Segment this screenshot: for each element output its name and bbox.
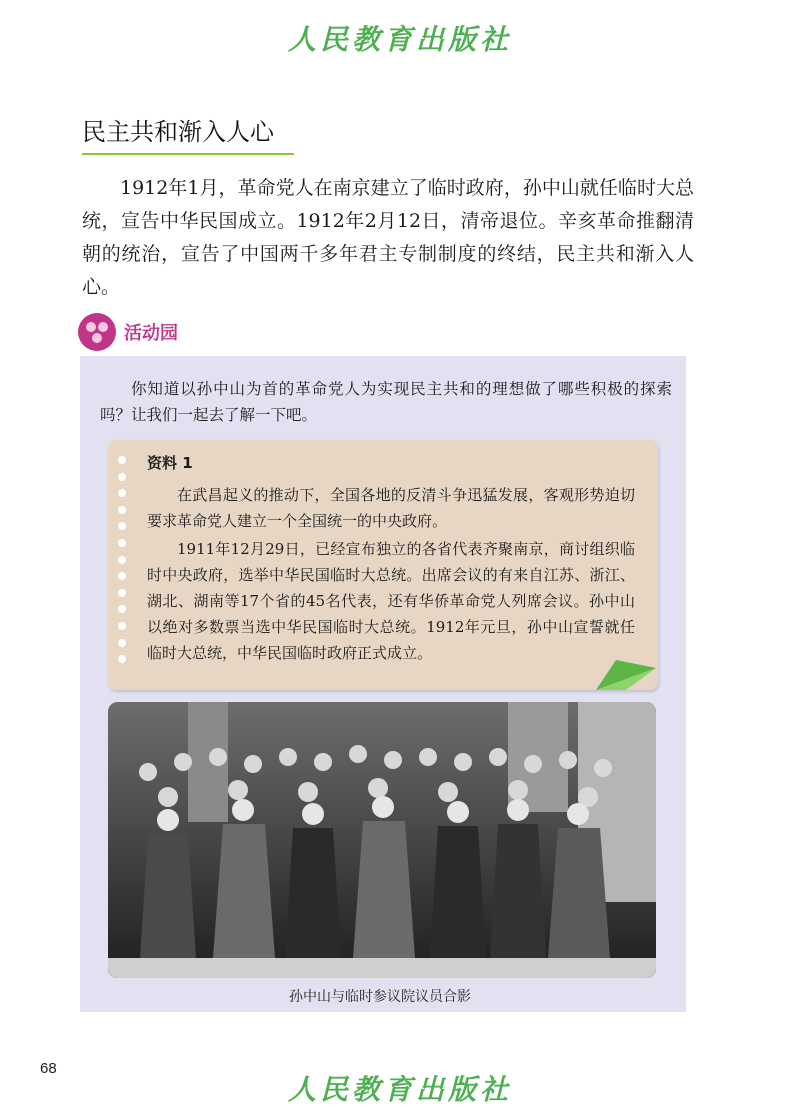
historical-group-photo: [108, 702, 656, 978]
notebook-holes: [118, 456, 128, 672]
page-curl-icon: [596, 650, 660, 692]
body-paragraph: 1912年1月，革命党人在南京建立了临时政府，孙中山就任临时大总统，宣告中华民国成立。1912年2月12日，清帝退位。辛亥革命推翻清朝的统治，宣告了中国两千多年君主专制制度的终结，民主共和渐入人心。: [82, 177, 694, 298]
activity-intro: 你知道以孙中山为首的革命党人为实现民主共和的理想做了哪些积极的探索吗？让我们一起去了解一下吧。: [100, 380, 672, 424]
page-number: 68: [40, 1060, 57, 1077]
photo-caption: 孙中山与临时参议院议员合影: [289, 989, 471, 1005]
section-heading: 民主共和渐入人心: [82, 112, 294, 155]
publisher-logo-top: 人民教育出版社: [287, 23, 512, 56]
hands-icon: [78, 313, 116, 351]
publisher-logo-bottom: 人民教育出版社: [287, 1073, 512, 1106]
activity-header: [78, 312, 178, 352]
material-paragraph: 在武昌起义的推动下，全国各地的反清斗争迅猛发展，客观形势迫切要求革命党人建立一个全国统一的中央政府。: [147, 486, 635, 530]
material-paragraph: 1911年12月29日，已经宣布独立的各省代表齐聚南京，商讨组织临时中央政府，选举中华民国临时大总统。出席会议的有来自江苏、浙江、湖北、湖南等17个省的45名代表，还有华侨革命党人列席会议。孙中山以绝对多数票当选中华民国临时大总统。1912年元旦，孙中山宣誓就任临时大总统，中华民国临时政府正式成立。: [147, 540, 635, 662]
material-title: 资料 1: [147, 454, 193, 472]
activity-label: 活动园: [124, 323, 178, 344]
